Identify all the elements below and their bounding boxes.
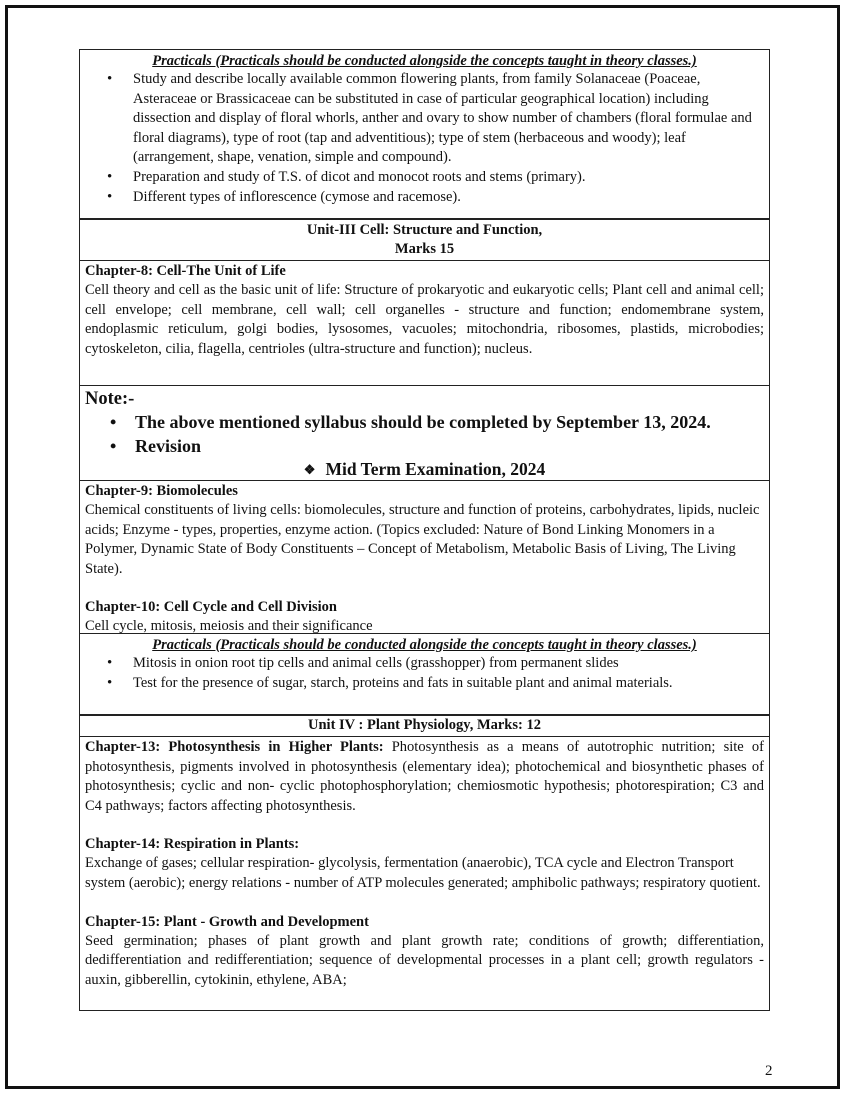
practicals-list — [85, 70, 764, 207]
list-item: • Study and describe locally available common flowering plants, from family Solanaceae (Poaceae, Asteraceae or Brassicaceae can be substituted in case of particular geographical location) including dissection and display of floral whorls, anther and ovary to show number of chambers (floral formulae and floral diagrams), type of root (tap and adventitious); type of stem (herbaceous and woody); leaf (arrangement, shape, venation, simple and compound). — [133, 70, 764, 168]
syllabus-table — [79, 49, 770, 1011]
practicals-section-1 — [80, 50, 769, 220]
chapter-13-paragraph — [85, 738, 764, 816]
chapter-13-title: Chapter-13: Photosynthesis in Higher Plants: — [85, 739, 384, 755]
unit-3-marks: Marks 15 — [394, 241, 455, 257]
chapter-10-title: Chapter-10: Cell Cycle and Cell Division — [85, 599, 337, 616]
chapter-15-title: Chapter-15: Plant - Growth and Development — [85, 913, 369, 930]
midterm-label: Mid Term Examination, 2024 — [325, 459, 546, 479]
unit-4-title: Unit IV : Plant Physiology, Marks: 12 — [308, 717, 541, 733]
practicals-section-2 — [80, 634, 769, 716]
practicals-title: Practicals (Practicals should be conducted alongside the concepts taught in theory classes.) — [152, 53, 697, 69]
note-list — [85, 410, 764, 458]
page-number: 2 — [765, 1063, 773, 1079]
chapter-8-title: Chapter-8: Cell-The Unit of Life — [85, 263, 286, 279]
chapter-9-title: Chapter-9: Biomolecules — [85, 483, 238, 499]
chapter-9-text: Chemical constituents of living cells: biomolecules, structure and function of proteins, carbohydrates, lipids, nucleic acids; Enzyme - types, properties, enzyme action. (Topics excluded: Nature of Bond Linking Monomers in a Polymer, Dynamic State of Body Constituents – Concept of Metabolism, Metabolic Basis of Living, The Living State). — [85, 502, 760, 577]
list-item: • Preparation and study of T.S. of dicot and monocot roots and stems (primary). — [133, 168, 764, 188]
note-item: • The above mentioned syllabus should be completed by September 13, 2024. — [135, 410, 764, 434]
chapter-8-section — [80, 261, 769, 386]
list-item: • Different types of inflorescence (cymose and racemose). — [133, 188, 764, 208]
chapter-14-text: Exchange of gases; cellular respiration- glycolysis, fermentation (anaerobic), TCA cycle and Electron Transport system (aerobic); energy relations - number of ATP molecules generated; amphibolic pathways; respiratory quotient. — [85, 855, 761, 891]
chapter-10-text: Cell cycle, mitosis, meiosis and their significance — [85, 618, 373, 635]
unit-3-title: Unit-III Cell: Structure and Function, — [306, 222, 543, 238]
note-item: • Revision — [135, 434, 764, 458]
chapter-8-text: Cell theory and cell as the basic unit of life: Structure of prokaryotic and eukaryotic cells; Plant cell and animal cell; cell envelope; cell membrane, cell wall; cell organelles - structure and function; endomembrane system, endoplasmic reticulum, golgi bodies, lysosomes, vacuoles; mitochondria, ribosomes, plastids, microbodies; cytoskeleton, cilia, flagella, centrioles (ultra-structure and function); nucleus. — [85, 282, 764, 357]
practicals-title: Practicals (Practicals should be conducted alongside the concepts taught in theory classes.) — [152, 637, 697, 653]
unit-3-header — [80, 220, 769, 261]
list-item: • Test for the presence of sugar, starch, proteins and fats in suitable plant and animal materials. — [133, 674, 764, 694]
unit-4-chapters — [80, 737, 769, 1010]
unit-4-header — [80, 716, 769, 737]
practicals-list — [85, 654, 764, 693]
note-title: Note:- — [85, 389, 135, 409]
chapter-15-text: Seed germination; phases of plant growth and plant growth rate; conditions of growth; differentiation, dedifferentiation and redifferentiation; sequence of developmental processes in a plant cell; growth regulators - auxin, gibberellin, cytokinin, ethylene, ABA; — [85, 932, 764, 988]
midterm-heading — [85, 458, 764, 481]
chapter-14-title: Chapter-14: Respiration in Plants: — [85, 836, 300, 853]
note-section — [80, 386, 769, 481]
list-item: • Mitosis in onion root tip cells and animal cells (grasshopper) from permanent slides — [133, 654, 764, 674]
diamond-bullet-icon: ❖ — [303, 462, 316, 477]
chapter-13-text: Photosynthesis as a means of autotrophic nutrition; site of photosynthesis, pigments involved in photosynthesis (elementary idea); photochemical and biosynthetic phases of photosynthesis; cyclic and non- cyclic photophosphorylation; chemiosmotic hypothesis; photorespiration; C3 and C4 pathways; factors affecting photosynthesis. — [85, 739, 764, 814]
chapter-9-10-section — [80, 481, 769, 634]
